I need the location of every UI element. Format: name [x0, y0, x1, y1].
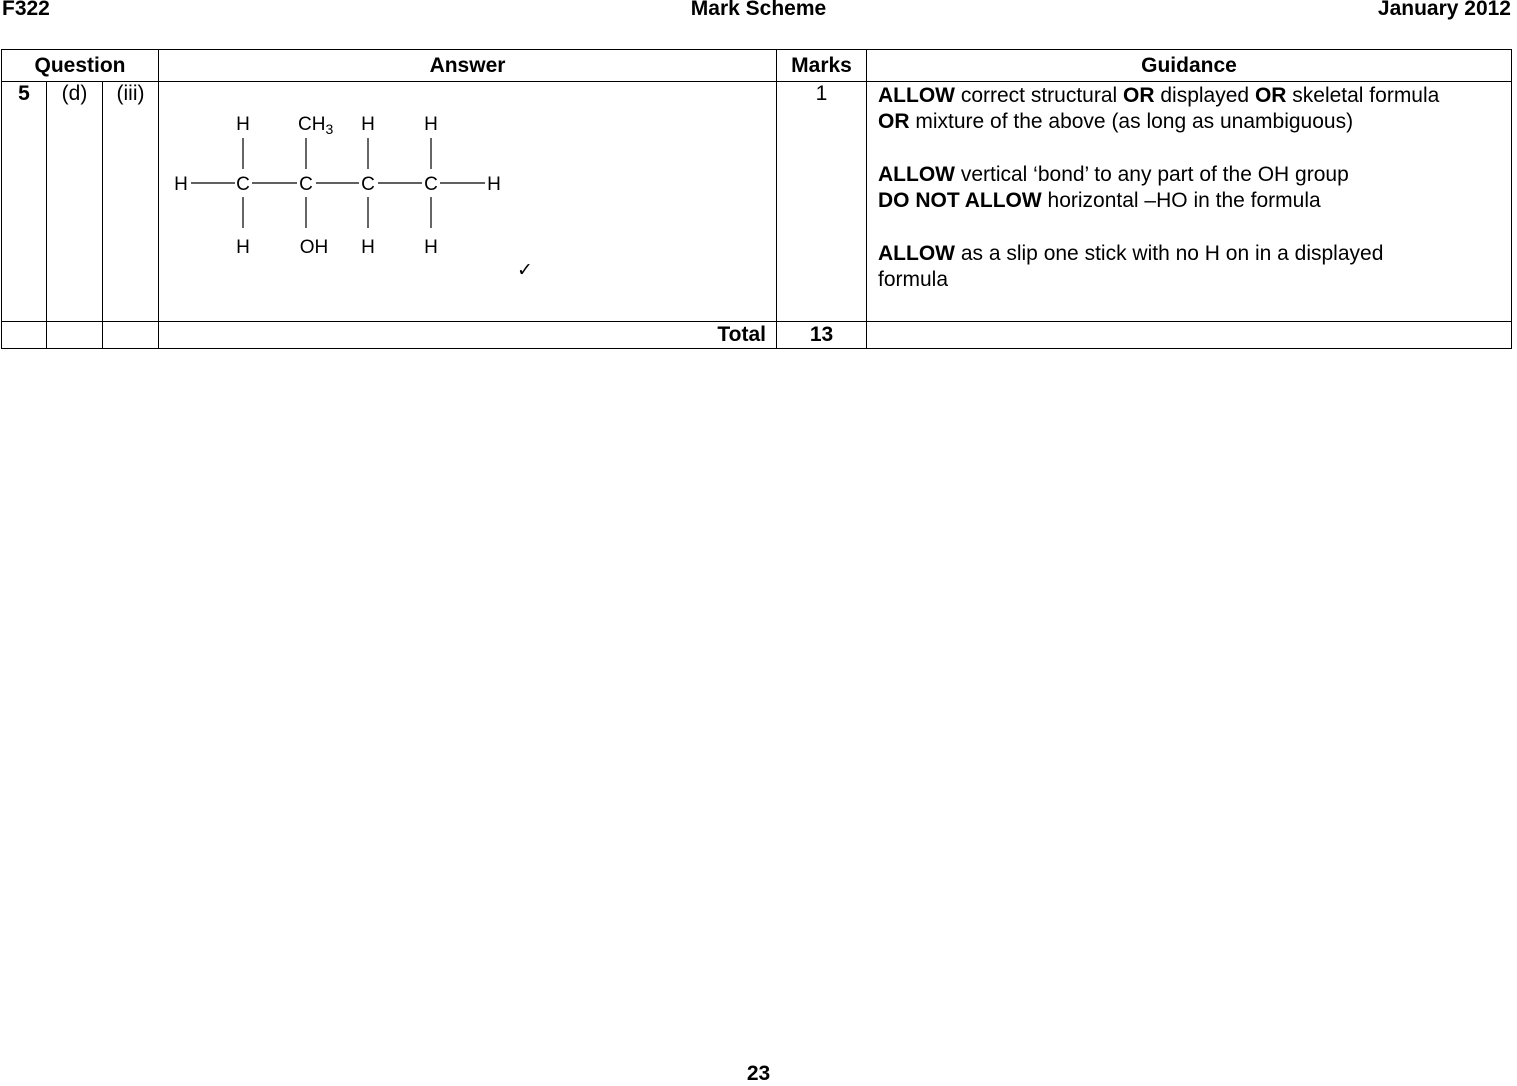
question-part: (d): [47, 82, 103, 322]
table-header-row: [2, 50, 1512, 82]
guidance-line: OR mixture of the above (as long as unambiguous): [878, 110, 1354, 133]
guidance-line: DO NOT ALLOW horizontal –HO in the formula: [878, 189, 1321, 212]
question-subpart: (iii): [103, 82, 159, 322]
guidance-spacer: [878, 214, 1503, 241]
guidance-line: formula: [878, 268, 949, 291]
atom-top-4: H: [424, 114, 438, 135]
empty-cell: [103, 322, 159, 349]
atom-mid-3: C: [299, 174, 313, 195]
mark-scheme-table: [1, 49, 1512, 349]
total-row: [2, 322, 1512, 349]
atom-top-1: H: [236, 114, 250, 135]
guidance-line: ALLOW vertical ‘bond’ to any part of the OH group: [878, 163, 1349, 186]
empty-cell: [2, 322, 47, 349]
document-code: F322: [2, 0, 50, 20]
atom-mid-4: C: [361, 174, 375, 195]
atom-bottom-4: H: [424, 237, 438, 258]
document-title: Mark Scheme: [690, 0, 827, 20]
atom-mid-2: C: [236, 174, 250, 195]
total-value: 13: [777, 322, 867, 349]
atom-bottom-3: H: [361, 237, 375, 258]
page-number: 23: [746, 1062, 771, 1085]
atom-mid-5: C: [424, 174, 438, 195]
total-label: Total: [159, 322, 777, 349]
question-number: 5: [2, 82, 47, 322]
empty-cell: [867, 322, 1512, 349]
table-row: [2, 82, 1512, 322]
answer-header: Answer: [159, 50, 777, 82]
displayed-formula: [159, 82, 777, 320]
document-date: January 2012: [1377, 0, 1511, 20]
marks-value: 1: [777, 82, 867, 322]
atom-bottom-1: H: [236, 237, 250, 258]
marks-header: Marks: [777, 50, 867, 82]
question-header: Question: [2, 50, 159, 82]
answer-cell: [159, 82, 777, 322]
guidance-header: Guidance: [867, 50, 1512, 82]
guidance-line: ALLOW as a slip one stick with no H on in a displayed: [878, 242, 1384, 265]
atom-bottom-2: OH: [299, 237, 329, 258]
guidance-line: ALLOW correct structural OR displayed OR skeletal formula: [878, 84, 1440, 107]
check-mark-icon: ✓: [517, 260, 533, 281]
atom-top-2: $CH_3$: [298, 114, 334, 137]
atom-mid-6: H: [487, 174, 501, 195]
empty-cell: [47, 322, 103, 349]
atom-mid-1: H: [174, 174, 188, 195]
atom-top-3: H: [361, 114, 375, 135]
guidance-spacer: [878, 135, 1503, 162]
formula-bonds: [191, 138, 485, 228]
guidance-cell: [867, 82, 1512, 322]
